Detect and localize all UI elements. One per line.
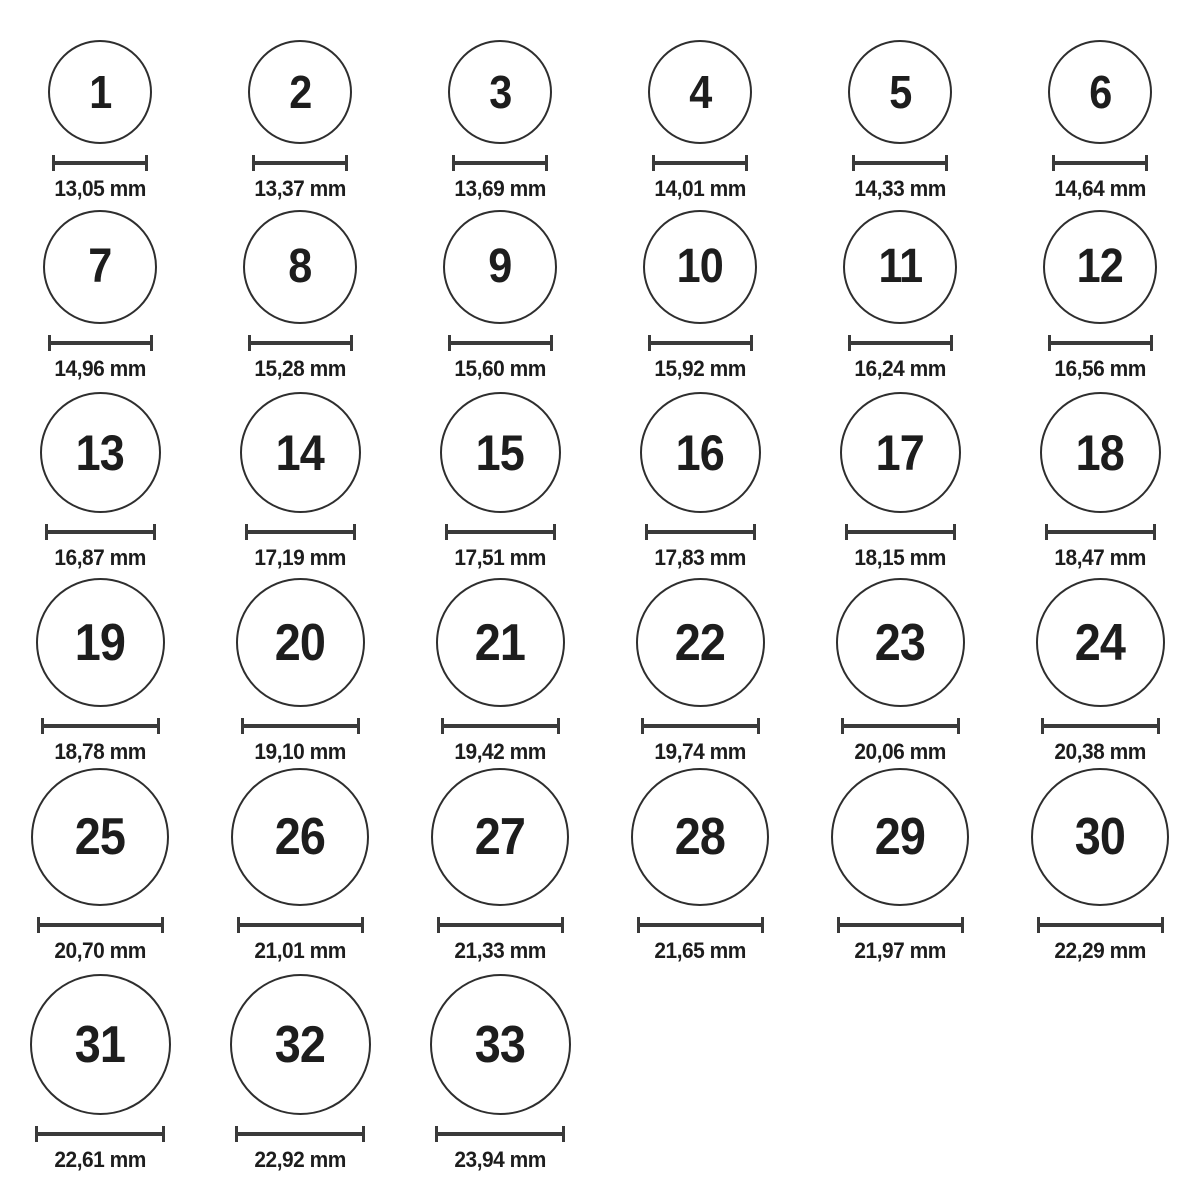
diameter-measure-line	[645, 524, 756, 540]
diameter-measure-line	[845, 524, 956, 540]
ring-circle	[48, 40, 152, 144]
diameter-measure-line	[852, 155, 948, 171]
ring-size-number: 33	[474, 1015, 526, 1074]
ring-size-cell	[800, 192, 1000, 382]
ring-circle	[36, 578, 165, 707]
diameter-label: 17,51 mm	[454, 545, 546, 570]
diameter-label: 17,83 mm	[654, 545, 746, 570]
ring-circle	[430, 974, 571, 1115]
diameter-label: 14,01 mm	[654, 176, 746, 201]
diameter-measure-line	[837, 917, 964, 933]
measure-bar	[844, 724, 957, 728]
diameter-measure-line	[41, 718, 160, 734]
diameter-label: 16,87 mm	[54, 545, 146, 570]
measure-bar	[55, 161, 145, 165]
measure-bar	[648, 530, 753, 534]
ring-circle	[843, 210, 957, 324]
diameter-measure-line	[652, 155, 748, 171]
ring-size-number: 14	[275, 424, 325, 481]
ring-size-number: 24	[1074, 613, 1126, 672]
ring-size-number: 16	[675, 424, 725, 481]
diameter-label: 21,01 mm	[254, 938, 346, 963]
ring-size-number: 20	[274, 613, 326, 672]
diameter-measure-line	[237, 917, 364, 933]
diameter-label: 14,33 mm	[854, 176, 946, 201]
measure-bar	[640, 923, 761, 927]
diameter-label: 19,10 mm	[254, 739, 346, 764]
ring-size-number: 18	[1075, 424, 1125, 481]
ring-circle	[831, 768, 969, 906]
ring-size-cell	[400, 764, 600, 966]
ring-circle	[1031, 768, 1169, 906]
ring-size-cell	[200, 966, 400, 1200]
diameter-label: 16,24 mm	[854, 356, 946, 381]
ring-size-number: 1	[88, 66, 112, 118]
ring-size-cell	[0, 192, 200, 382]
diameter-label: 21,65 mm	[654, 938, 746, 963]
diameter-measure-line	[437, 917, 564, 933]
ring-size-cell	[200, 764, 400, 966]
ring-size-cell	[400, 570, 600, 765]
ring-size-number: 8	[288, 240, 312, 293]
diameter-label: 21,33 mm	[454, 938, 546, 963]
measure-bar	[244, 724, 357, 728]
measure-bar	[644, 724, 757, 728]
ring-size-number: 29	[874, 808, 926, 866]
ring-size-cell	[1000, 192, 1200, 382]
ring-size-number: 31	[74, 1015, 126, 1074]
ring-circle	[643, 210, 757, 324]
ring-size-number: 12	[1076, 240, 1124, 293]
measure-bar	[240, 923, 361, 927]
ring-size-cell	[200, 0, 400, 202]
diameter-label: 18,78 mm	[54, 739, 146, 764]
diameter-label: 18,47 mm	[1054, 545, 1146, 570]
diameter-measure-line	[641, 718, 760, 734]
diameter-measure-line	[445, 524, 556, 540]
diameter-measure-line	[35, 1126, 165, 1142]
diameter-label: 17,19 mm	[254, 545, 346, 570]
diameter-label: 19,74 mm	[654, 739, 746, 764]
measure-bar	[40, 923, 161, 927]
ring-circle	[436, 578, 565, 707]
measure-bar	[248, 530, 353, 534]
diameter-measure-line	[37, 917, 164, 933]
ring-circle	[43, 210, 157, 324]
ring-size-cell	[400, 0, 600, 202]
diameter-label: 20,06 mm	[854, 739, 946, 764]
ring-size-cell	[0, 380, 200, 571]
diameter-label: 16,56 mm	[1054, 356, 1146, 381]
ring-size-number: 11	[878, 240, 922, 293]
measure-bar	[840, 923, 961, 927]
diameter-measure-line	[1045, 524, 1156, 540]
ring-size-cell	[200, 380, 400, 571]
diameter-measure-line	[235, 1126, 365, 1142]
diameter-label: 13,37 mm	[254, 176, 346, 201]
diameter-label: 20,38 mm	[1054, 739, 1146, 764]
diameter-label: 18,15 mm	[854, 545, 946, 570]
diameter-label: 23,94 mm	[454, 1147, 546, 1172]
ring-size-cell	[400, 192, 600, 382]
ring-size-number: 32	[274, 1015, 326, 1074]
diameter-label: 21,97 mm	[854, 938, 946, 963]
ring-size-number: 9	[488, 240, 512, 293]
diameter-measure-line	[435, 1126, 565, 1142]
measure-bar	[448, 530, 553, 534]
ring-size-number: 19	[74, 613, 126, 672]
ring-size-cell	[0, 966, 200, 1200]
measure-bar	[44, 724, 157, 728]
ring-size-row	[0, 380, 1200, 570]
ring-circle	[448, 40, 552, 144]
diameter-measure-line	[48, 335, 153, 351]
measure-bar	[251, 341, 350, 345]
measure-bar	[444, 724, 557, 728]
diameter-measure-line	[52, 155, 148, 171]
ring-size-number: 15	[475, 424, 525, 481]
measure-bar	[455, 161, 545, 165]
ring-size-cell	[1000, 764, 1200, 966]
diameter-label: 15,28 mm	[254, 356, 346, 381]
diameter-label: 13,69 mm	[454, 176, 546, 201]
ring-size-row	[0, 966, 1200, 1200]
ring-size-number: 10	[676, 240, 724, 293]
diameter-measure-line	[1052, 155, 1148, 171]
ring-circle	[636, 578, 765, 707]
ring-size-cell	[1000, 380, 1200, 571]
ring-size-cell	[0, 570, 200, 765]
ring-size-cell	[400, 966, 600, 1200]
diameter-label: 14,64 mm	[1054, 176, 1146, 201]
ring-circle	[40, 392, 161, 513]
ring-circle	[240, 392, 361, 513]
ring-circle	[231, 768, 369, 906]
measure-bar	[48, 530, 153, 534]
ring-size-number: 22	[674, 613, 726, 672]
diameter-label: 20,70 mm	[54, 938, 146, 963]
diameter-measure-line	[1037, 917, 1164, 933]
ring-circle	[1040, 392, 1161, 513]
diameter-measure-line	[248, 335, 353, 351]
ring-size-number: 30	[1074, 808, 1126, 866]
ring-size-number: 25	[74, 808, 126, 866]
ring-circle	[30, 974, 171, 1115]
ring-circle	[631, 768, 769, 906]
diameter-measure-line	[241, 718, 360, 734]
ring-size-cell	[800, 764, 1000, 966]
ring-size-number: 13	[75, 424, 125, 481]
ring-size-row	[0, 764, 1200, 966]
ring-circle	[31, 768, 169, 906]
ring-size-cell	[200, 192, 400, 382]
ring-circle	[1048, 40, 1152, 144]
ring-size-row	[0, 570, 1200, 764]
ring-size-cell	[800, 380, 1000, 571]
ring-size-number: 28	[674, 808, 726, 866]
measure-bar	[1044, 724, 1157, 728]
ring-circle	[848, 40, 952, 144]
ring-size-cell	[1000, 570, 1200, 765]
ring-size-cell	[400, 380, 600, 571]
ring-size-number: 17	[875, 424, 925, 481]
diameter-label: 22,92 mm	[254, 1147, 346, 1172]
measure-bar	[1048, 530, 1153, 534]
diameter-label: 15,92 mm	[654, 356, 746, 381]
ring-size-number: 3	[488, 66, 512, 118]
ring-size-number: 7	[88, 240, 112, 293]
ring-circle	[840, 392, 961, 513]
ring-size-number: 6	[1088, 66, 1112, 118]
diameter-measure-line	[245, 524, 356, 540]
ring-size-cell	[0, 764, 200, 966]
ring-size-cell	[0, 0, 200, 202]
measure-bar	[851, 341, 950, 345]
measure-bar	[51, 341, 150, 345]
measure-bar	[848, 530, 953, 534]
ring-size-cell	[1000, 0, 1200, 202]
diameter-label: 14,96 mm	[54, 356, 146, 381]
ring-size-number: 26	[274, 808, 326, 866]
ring-circle	[440, 392, 561, 513]
diameter-label: 15,60 mm	[454, 356, 546, 381]
diameter-measure-line	[637, 917, 764, 933]
measure-bar	[655, 161, 745, 165]
diameter-label: 13,05 mm	[54, 176, 146, 201]
ring-size-cell	[800, 0, 1000, 202]
ring-circle	[230, 974, 371, 1115]
measure-bar	[451, 341, 550, 345]
diameter-label: 22,61 mm	[54, 1147, 146, 1172]
measure-bar	[855, 161, 945, 165]
diameter-measure-line	[441, 718, 560, 734]
ring-circle	[248, 40, 352, 144]
measure-bar	[438, 1132, 562, 1136]
ring-size-number: 27	[474, 808, 526, 866]
diameter-measure-line	[648, 335, 753, 351]
measure-bar	[238, 1132, 362, 1136]
measure-bar	[1051, 341, 1150, 345]
measure-bar	[1040, 923, 1161, 927]
ring-circle	[243, 210, 357, 324]
measure-bar	[255, 161, 345, 165]
ring-circle	[640, 392, 761, 513]
ring-size-cell	[800, 570, 1000, 765]
ring-size-cell	[600, 570, 800, 765]
ring-size-cell	[600, 764, 800, 966]
ring-size-number: 4	[688, 66, 712, 118]
ring-circle	[431, 768, 569, 906]
diameter-measure-line	[848, 335, 953, 351]
diameter-measure-line	[1041, 718, 1160, 734]
ring-size-cell	[600, 192, 800, 382]
ring-size-number: 2	[288, 66, 312, 118]
measure-bar	[38, 1132, 162, 1136]
ring-circle	[1043, 210, 1157, 324]
diameter-measure-line	[45, 524, 156, 540]
ring-circle	[1036, 578, 1165, 707]
ring-circle	[836, 578, 965, 707]
ring-circle	[443, 210, 557, 324]
diameter-measure-line	[448, 335, 553, 351]
diameter-measure-line	[452, 155, 548, 171]
measure-bar	[651, 341, 750, 345]
measure-bar	[440, 923, 561, 927]
ring-size-cell	[600, 380, 800, 571]
ring-size-row	[0, 192, 1200, 380]
ring-size-number: 23	[874, 613, 926, 672]
ring-size-row	[0, 0, 1200, 201]
ring-size-cell	[200, 570, 400, 765]
ring-size-number: 5	[888, 66, 912, 118]
ring-circle	[648, 40, 752, 144]
diameter-measure-line	[252, 155, 348, 171]
diameter-label: 22,29 mm	[1054, 938, 1146, 963]
ring-size-cell	[600, 0, 800, 202]
diameter-measure-line	[1048, 335, 1153, 351]
diameter-measure-line	[841, 718, 960, 734]
diameter-label: 19,42 mm	[454, 739, 546, 764]
ring-circle	[236, 578, 365, 707]
ring-size-number: 21	[474, 613, 526, 672]
measure-bar	[1055, 161, 1145, 165]
